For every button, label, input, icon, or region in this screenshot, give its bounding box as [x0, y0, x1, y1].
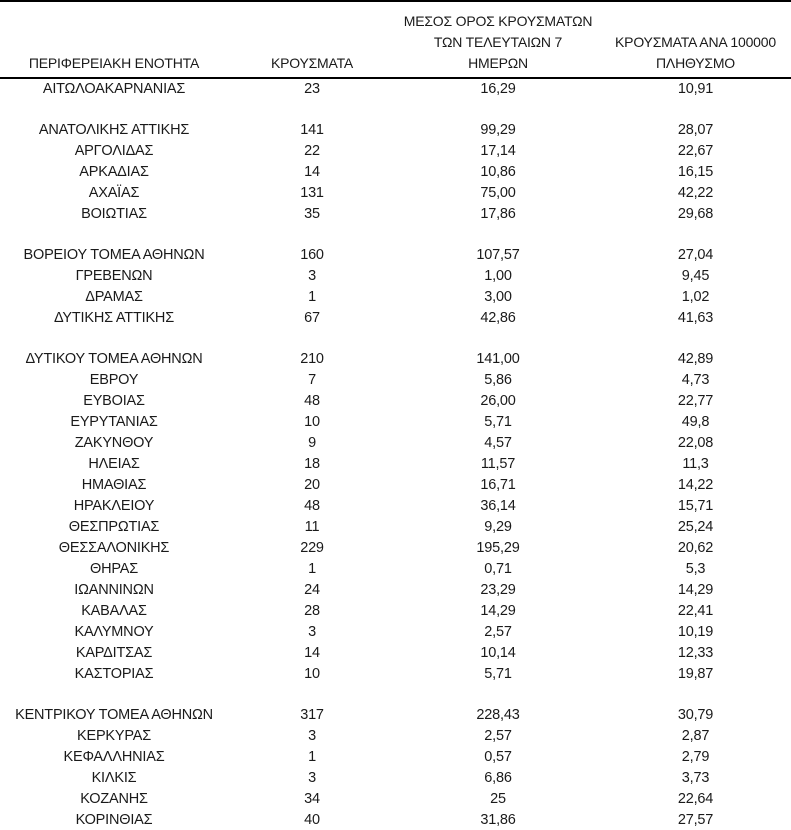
table-row [0, 433, 791, 454]
cases-cell: 67 [304, 310, 320, 326]
regional-unit-cell: ΗΡΑΚΛΕΙΟΥ [73, 498, 155, 514]
per-100000-cell: 15,71 [677, 498, 714, 514]
regional-unit-cell: ΗΜΑΘΙΑΣ [81, 477, 147, 493]
group-spacer-cell [0, 685, 791, 705]
group-spacer-cell [0, 329, 791, 349]
avg-7day-cell: 2,57 [484, 624, 512, 640]
per-100000-cell: 22,41 [677, 603, 714, 619]
avg-7day-cell: 4,57 [484, 435, 512, 451]
regional-unit-cell: ΘΗΡΑΣ [90, 561, 138, 577]
regional-unit-cell: ΚΑΡΔΙΤΣΑΣ [75, 645, 153, 661]
regional-unit-cell: ΒΟΙΩΤΙΑΣ [81, 206, 147, 222]
per-100000-cell: 22,77 [677, 393, 714, 409]
cases-cell: 35 [304, 206, 320, 222]
avg-7day-cell: 2,57 [484, 728, 512, 744]
per-100000-cell: 14,22 [677, 477, 714, 493]
avg-7day-cell: 5,71 [484, 666, 512, 682]
table-row [0, 496, 791, 517]
per-100000-cell: 22,08 [677, 435, 714, 451]
table-row [0, 768, 791, 789]
table-row [0, 412, 791, 433]
cases-cell: 14 [304, 164, 320, 180]
table-row [0, 370, 791, 391]
regional-unit-cell: ΑΧΑΪΑΣ [88, 185, 140, 201]
group-spacer-row [0, 100, 791, 120]
avg-7day-cell: 11,57 [480, 456, 516, 472]
per-100000-cell: 29,68 [677, 206, 714, 222]
table-row [0, 245, 791, 266]
regional-unit-cell: ΑΡΚΑΔΙΑΣ [79, 164, 149, 180]
col-header-regional-unit: ΠΕΡΙΦΕΡΕΙΑΚΗ ΕΝΟΤΗΤΑ [0, 1, 228, 78]
table-row [0, 538, 791, 559]
regional-unit-cell: ΖΑΚΥΝΘΟΥ [74, 435, 154, 451]
regional-unit-cell: ΚΕΝΤΡΙΚΟΥ ΤΟΜΕΑ ΑΘΗΝΩΝ [15, 707, 213, 723]
cases-cell: 34 [304, 791, 320, 807]
cases-cell: 1 [308, 561, 316, 577]
cases-cell: 10 [304, 414, 320, 430]
regional-unit-cell: ΑΡΓΟΛΙΔΑΣ [74, 143, 154, 159]
regional-unit-cell: ΗΛΕΙΑΣ [88, 456, 140, 472]
avg-7day-cell: 5,86 [484, 372, 512, 388]
regional-unit-cell: ΚΙΛΚΙΣ [91, 770, 137, 786]
per-100000-cell: 3,73 [681, 770, 710, 786]
table-row [0, 204, 791, 225]
avg-7day-cell: 16,29 [480, 81, 516, 97]
avg-7day-cell: 42,86 [480, 310, 516, 326]
regional-unit-cell: ΔΥΤΙΚΟΥ ΤΟΜΕΑ ΑΘΗΝΩΝ [25, 351, 203, 367]
table-row [0, 559, 791, 580]
table-row [0, 349, 791, 370]
cases-cell: 48 [304, 498, 320, 514]
cases-cell: 24 [304, 582, 320, 598]
table-row [0, 747, 791, 768]
per-100000-cell: 42,22 [677, 185, 714, 201]
table-body [0, 78, 791, 830]
regional-unit-cell: ΚΑΒΑΛΑΣ [81, 603, 147, 619]
avg-7day-cell: 5,71 [484, 414, 512, 430]
group-spacer-row [0, 685, 791, 705]
avg-7day-cell: 16,71 [480, 477, 516, 493]
table-row [0, 643, 791, 664]
regional-unit-cell: ΙΩΑΝΝΙΝΩΝ [74, 582, 154, 598]
cases-cell: 40 [304, 812, 320, 828]
per-100000-cell: 11,3 [682, 456, 709, 472]
cases-cell: 28 [304, 603, 320, 619]
per-100000-cell: 41,63 [677, 310, 714, 326]
per-100000-cell: 10,91 [677, 81, 714, 97]
col-header-cases: ΚΡΟΥΣΜΑΤΑ [228, 1, 396, 78]
table-header-row [0, 1, 791, 78]
cases-cell: 3 [308, 770, 316, 786]
regional-unit-cell: ΑΝΑΤΟΛΙΚΗΣ ΑΤΤΙΚΗΣ [38, 122, 190, 138]
avg-7day-cell: 0,57 [484, 749, 512, 765]
avg-7day-cell: 9,29 [484, 519, 512, 535]
table-row [0, 183, 791, 204]
per-100000-cell: 12,33 [677, 645, 714, 661]
per-100000-cell: 14,29 [677, 582, 714, 598]
regional-unit-cell: ΕΥΡΥΤΑΝΙΑΣ [70, 414, 158, 430]
cases-cell: 1 [308, 749, 316, 765]
cases-cell: 20 [304, 477, 320, 493]
table-row [0, 580, 791, 601]
per-100000-cell: 49,8 [681, 414, 710, 430]
cases-cell: 48 [304, 393, 320, 409]
avg-7day-cell: 195,29 [476, 540, 520, 556]
table-header [0, 1, 791, 78]
avg-7day-cell: 23,29 [480, 582, 516, 598]
regional-unit-cell: ΚΑΣΤΟΡΙΑΣ [74, 666, 154, 682]
col-header-7day-average: ΜΕΣΟΣ ΟΡΟΣ ΚΡΟΥΣΜΑΤΩΝ ΤΩΝ ΤΕΛΕΥΤΑΙΩΝ 7 ΗΜΕΡΩΝ [396, 1, 600, 78]
regional-unit-cell: ΓΡΕΒΕΝΩΝ [75, 268, 153, 284]
avg-7day-cell: 6,86 [484, 770, 512, 786]
per-100000-cell: 27,04 [677, 247, 714, 263]
cases-cell: 23 [304, 81, 320, 97]
group-spacer-cell [0, 100, 791, 120]
table-row [0, 266, 791, 287]
cases-cell: 141 [300, 122, 324, 138]
table-row [0, 454, 791, 475]
table-row [0, 287, 791, 308]
regional-unit-cell: ΘΕΣΠΡΩΤΙΑΣ [68, 519, 160, 535]
per-100000-cell: 42,89 [677, 351, 714, 367]
cases-cell: 14 [304, 645, 320, 661]
per-100000-cell: 10,19 [677, 624, 714, 640]
table-row [0, 601, 791, 622]
avg-7day-cell: 31,86 [480, 812, 516, 828]
avg-7day-cell: 1,00 [484, 268, 512, 284]
avg-7day-cell: 10,14 [480, 645, 516, 661]
regional-unit-cell: ΑΙΤΩΛΟΑΚΑΡΝΑΝΙΑΣ [42, 81, 186, 97]
avg-7day-cell: 10,86 [480, 164, 516, 180]
avg-7day-cell: 75,00 [480, 185, 516, 201]
table-row [0, 726, 791, 747]
per-100000-cell: 5,3 [685, 561, 706, 577]
cases-cell: 22 [304, 143, 320, 159]
cases-cell: 229 [300, 540, 324, 556]
per-100000-cell: 16,15 [677, 164, 714, 180]
regional-unit-cell: ΒΟΡΕΙΟΥ ΤΟΜΕΑ ΑΘΗΝΩΝ [23, 247, 205, 263]
regional-unit-cell: ΕΥΒΟΙΑΣ [83, 393, 145, 409]
table-row [0, 308, 791, 329]
per-100000-cell: 30,79 [677, 707, 714, 723]
cases-cell: 11 [304, 519, 320, 535]
per-100000-cell: 2,79 [681, 749, 710, 765]
cases-cell: 18 [304, 456, 320, 472]
table-row [0, 810, 791, 830]
group-spacer-row [0, 329, 791, 349]
cases-cell: 210 [300, 351, 324, 367]
cases-cell: 10 [304, 666, 320, 682]
per-100000-cell: 20,62 [677, 540, 714, 556]
cases-cell: 160 [300, 247, 324, 263]
cases-cell: 317 [300, 707, 324, 723]
avg-7day-cell: 99,29 [480, 122, 516, 138]
per-100000-cell: 1,02 [681, 289, 710, 305]
table-row [0, 162, 791, 183]
cases-cell: 1 [308, 289, 316, 305]
table-row [0, 622, 791, 643]
table-row [0, 705, 791, 726]
regional-unit-cell: ΚΕΡΚΥΡΑΣ [77, 728, 151, 744]
per-100000-cell: 19,87 [677, 666, 714, 682]
avg-7day-cell: 17,14 [480, 143, 516, 159]
col-header-cases-per-100000: ΚΡΟΥΣΜΑΤΑ ΑΝΑ 100000 ΠΛΗΘΥΣΜΟ [600, 1, 791, 78]
avg-7day-cell: 26,00 [480, 393, 516, 409]
table-row [0, 475, 791, 496]
cases-cell: 7 [308, 372, 316, 388]
regional-unit-cell: ΚΕΦΑΛΛΗΝΙΑΣ [63, 749, 165, 765]
avg-7day-cell: 107,57 [476, 247, 520, 263]
cases-cell: 131 [300, 185, 324, 201]
table-row [0, 78, 791, 100]
table-row [0, 517, 791, 538]
cases-cell: 3 [308, 728, 316, 744]
avg-7day-cell: 14,29 [480, 603, 516, 619]
avg-7day-cell: 25 [490, 791, 506, 807]
cases-cell: 3 [308, 268, 316, 284]
avg-7day-cell: 141,00 [476, 351, 520, 367]
table-row [0, 664, 791, 685]
avg-7day-cell: 17,86 [480, 206, 516, 222]
avg-7day-cell: 36,14 [480, 498, 516, 514]
cases-cell: 3 [308, 624, 316, 640]
per-100000-cell: 2,87 [681, 728, 710, 744]
table-row [0, 120, 791, 141]
avg-7day-cell: 228,43 [476, 707, 520, 723]
regional-unit-cell: ΘΕΣΣΑΛΟΝΙΚΗΣ [58, 540, 170, 556]
group-spacer-row [0, 225, 791, 245]
per-100000-cell: 4,73 [681, 372, 710, 388]
cases-cell: 9 [308, 435, 316, 451]
regional-unit-cell: ΚΑΛΥΜΝΟΥ [74, 624, 154, 640]
per-100000-cell: 22,67 [677, 143, 714, 159]
regional-unit-cell: ΔΥΤΙΚΗΣ ΑΤΤΙΚΗΣ [54, 310, 174, 326]
table-row [0, 391, 791, 412]
regional-unit-cell: ΚΟΖΑΝΗΣ [80, 791, 148, 807]
per-100000-cell: 9,45 [681, 268, 710, 284]
table-row [0, 141, 791, 162]
per-100000-cell: 22,64 [677, 791, 714, 807]
group-spacer-cell [0, 225, 791, 245]
per-100000-cell: 25,24 [677, 519, 714, 535]
table-row [0, 789, 791, 810]
avg-7day-cell: 3,00 [484, 289, 512, 305]
avg-7day-cell: 0,71 [484, 561, 512, 577]
regional-unit-cell: ΚΟΡΙΝΘΙΑΣ [75, 812, 153, 828]
regional-unit-cell: ΕΒΡΟΥ [89, 372, 139, 388]
per-100000-cell: 27,57 [677, 812, 714, 828]
regional-unit-cell: ΔΡΑΜΑΣ [85, 289, 143, 305]
per-100000-cell: 28,07 [677, 122, 714, 138]
